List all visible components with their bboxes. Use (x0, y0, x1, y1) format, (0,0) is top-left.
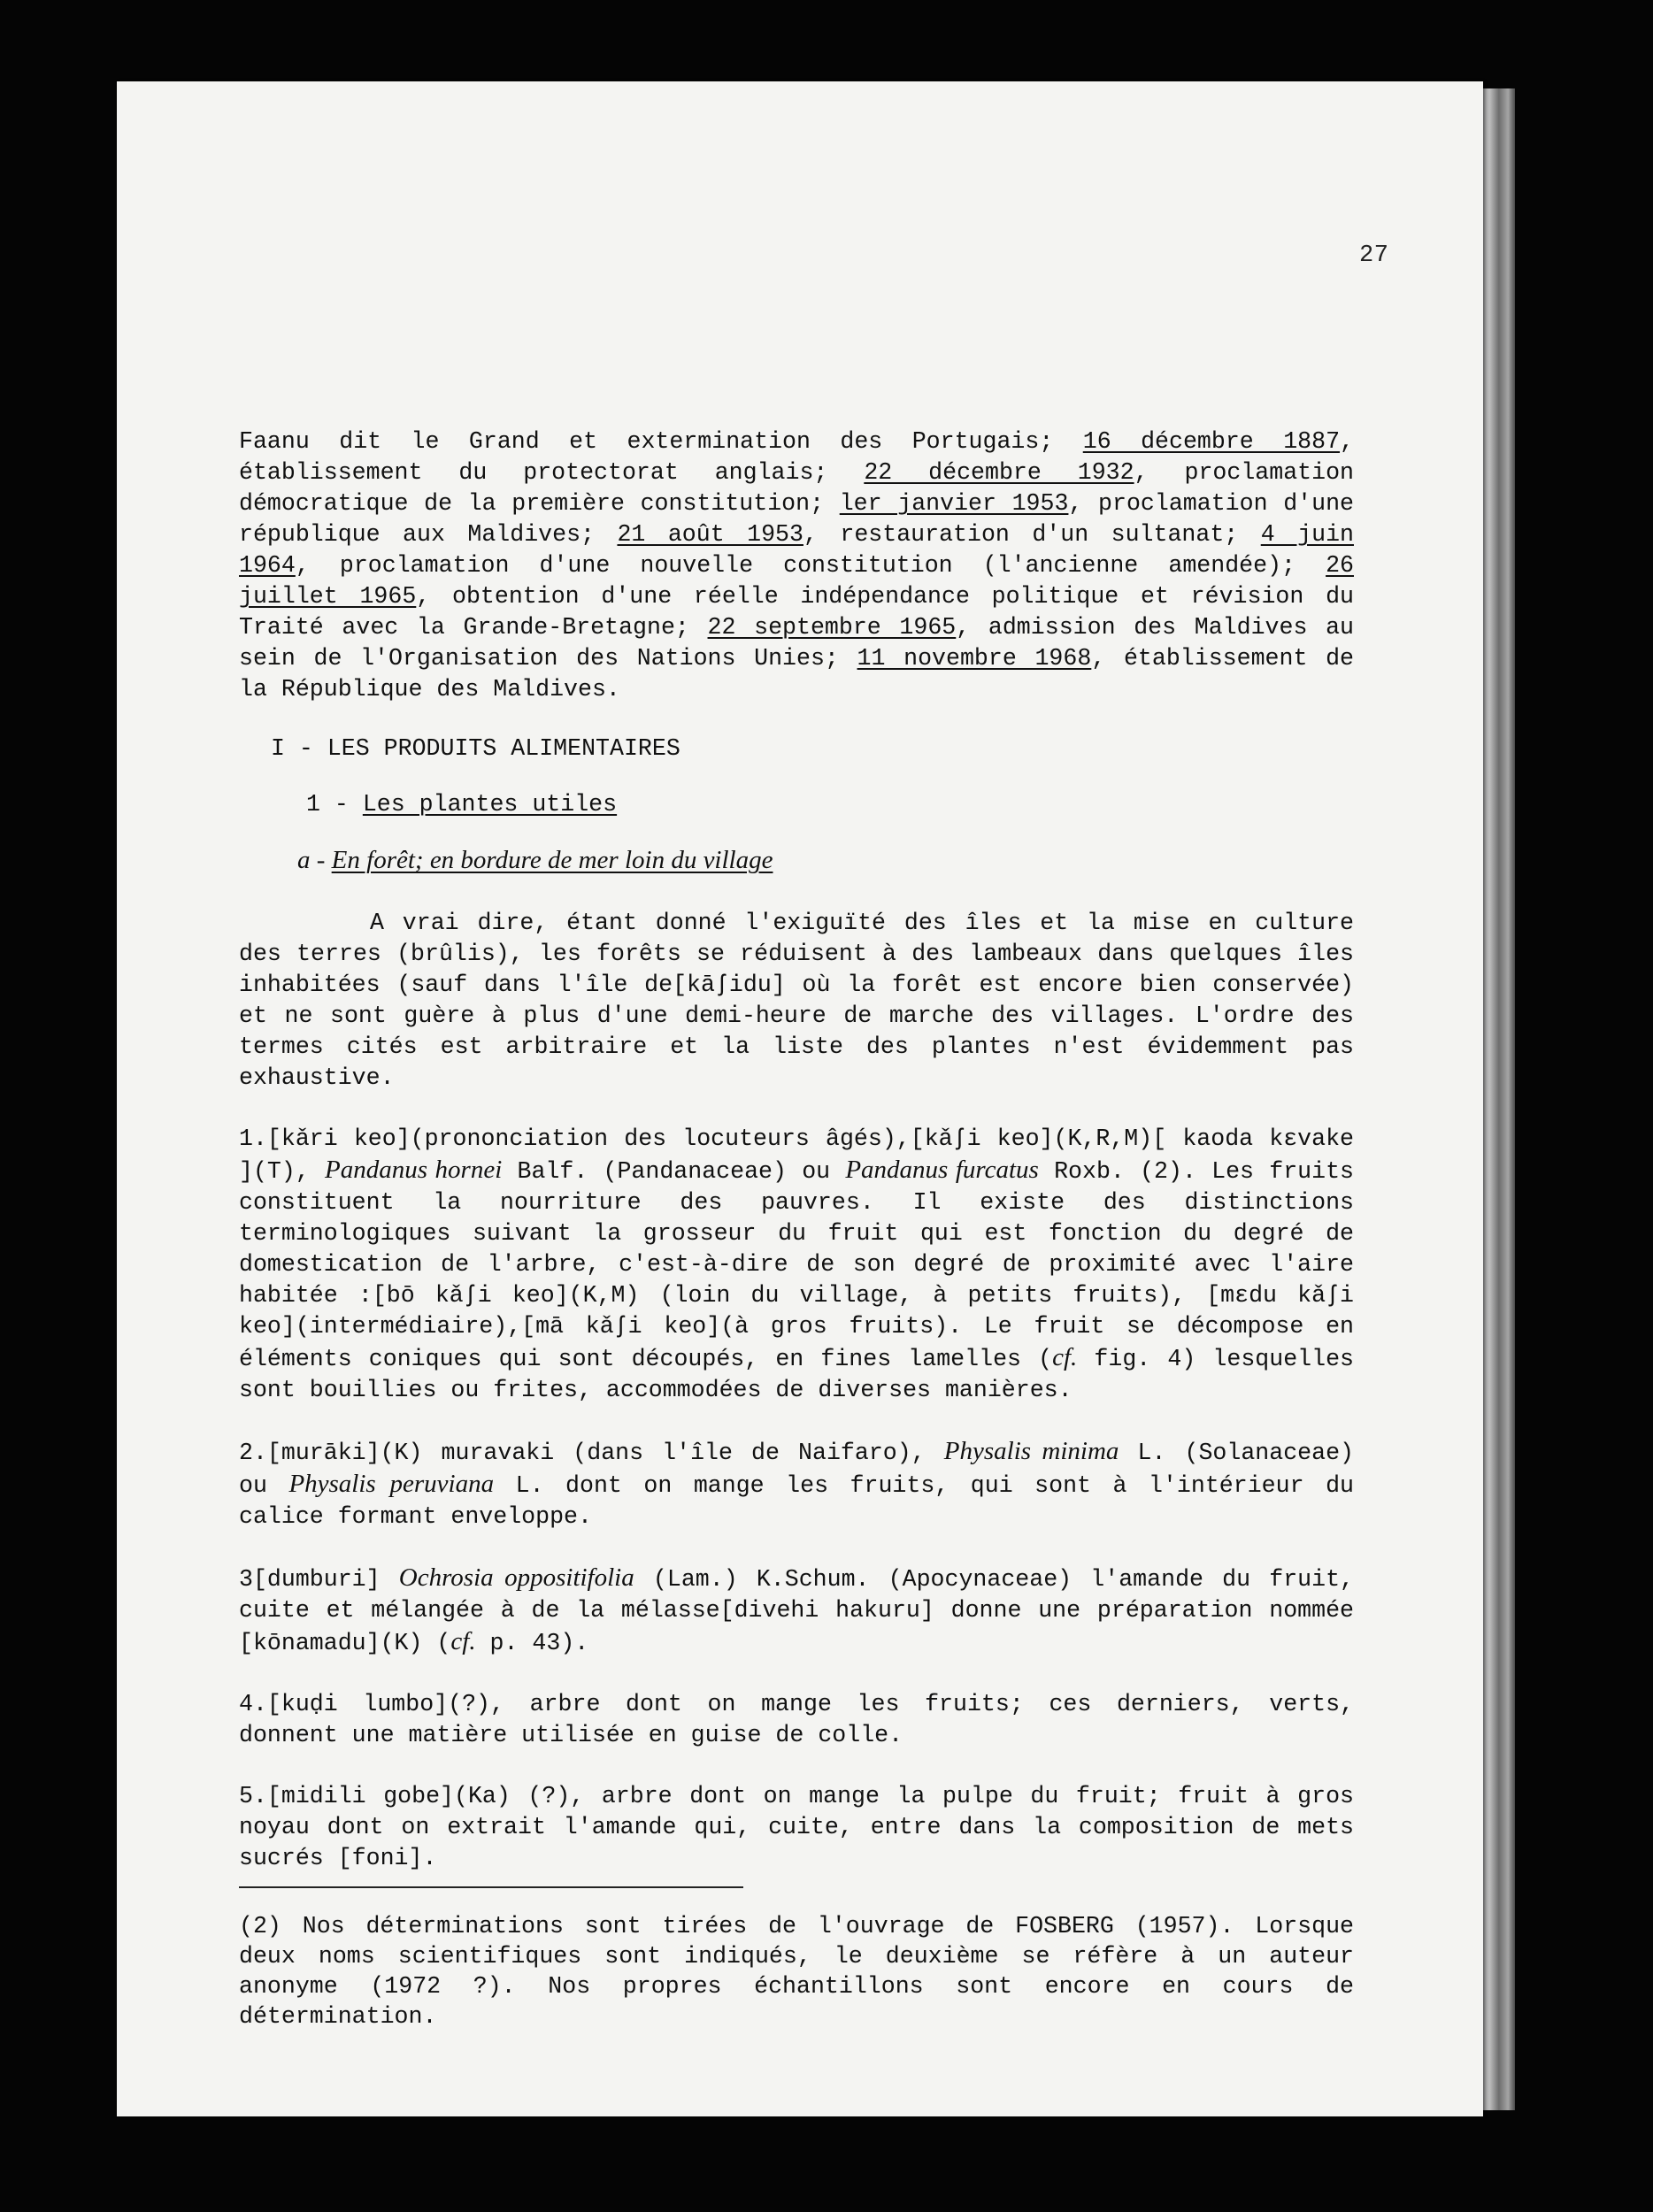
item-text: Balf. (Pandanaceae) ou (502, 1158, 846, 1185)
intro-text: , obtention d'une réelle indépendance politique et révision du Traité avec la Grande-Bretagne; (239, 583, 1354, 641)
cf-abbrev: cf. (1052, 1343, 1078, 1371)
intro-text: , proclamation d'une république aux Maldives; (239, 490, 1354, 548)
species-name: Pandanus furcatus (845, 1156, 1039, 1184)
subsection-number: 1 - (306, 791, 363, 818)
date-underlined: 26 juillet 1965 (239, 552, 1354, 610)
item-text: L. dont on mange les fruits, qui sont à l'intérieur du calice formant enveloppe. (239, 1472, 1354, 1530)
item-text: 3[dumburi] (239, 1566, 399, 1593)
sub-subsection-title: En forêt; en bordure de mer loin du village (331, 846, 773, 874)
item-text: p. 43). (475, 1630, 589, 1656)
footnote-rule (239, 1886, 743, 1888)
date-underlined: 16 décembre 1887 (1082, 428, 1341, 455)
species-name: Physalis minima (943, 1437, 1119, 1465)
date-underlined: 4 juin 1964 (239, 521, 1354, 579)
document-page (117, 81, 1483, 2116)
page-number: 27 (1359, 242, 1389, 269)
species-name: Physalis peruviana (288, 1470, 495, 1498)
cf-abbrev: cf. (450, 1627, 476, 1655)
date-underlined: 22 septembre 1965 (707, 614, 957, 641)
plant-item-4: 4.[kuḍi lumbo](?), arbre dont on mange les fruits; ces derniers, verts, donnent une matière utilisée en guise de colle. (239, 1691, 1354, 1748)
intro-text: , proclamation d'une nouvelle constitution (l'ancienne amendée); (295, 552, 1326, 579)
sub-subsection-heading (297, 845, 1354, 878)
species-name: Pandanus hornei (325, 1156, 503, 1184)
date-underlined: 22 décembre 1932 (864, 459, 1134, 486)
item-text: 1.[kǎri keo](prononciation des locuteurs âgés),[kǎʃi keo](K,R,M)[ kaoda kɛvake ](T), (239, 1125, 1354, 1185)
subsection-title: Les plantes utiles (362, 791, 618, 818)
intro-text: Faanu dit le Grand et extermination des Portugais; (239, 428, 1083, 455)
footnote: (2) Nos déterminations sont tirées de l'ouvrage de FOSBERG (1957). Lorsque deux noms scientifiques sont indiqués, le deuxième se réfère à un auteur anonyme (1972 ?). Nos propres échantillons sont encore en cours de détermination. (239, 1913, 1354, 2030)
intro-text: , établissement de la République des Maldives. (239, 645, 1354, 703)
plant-item-1 (239, 1124, 1354, 1406)
species-name: Ochrosia oppositifolia (398, 1563, 634, 1592)
intro-text: , établissement du protectorat anglais; (239, 428, 1355, 486)
date-underlined: 21 août 1953 (617, 521, 803, 548)
section-heading: I - LES PRODUITS ALIMENTAIRES (271, 735, 680, 762)
item-text: 2.[murāki](K) muravaki (dans l'île de Naifaro), (239, 1440, 944, 1466)
date-underlined: 11 novembre 1968 (857, 645, 1092, 672)
date-underlined: ler janvier 1953 (839, 490, 1069, 517)
intro-text: , admission des Maldives au sein de l'Organisation des Nations Unies; (239, 614, 1354, 672)
item-text: Roxb. (2). Les fruits constituent la nourriture des pauvres. Il existe des distinctions terminologiques suivant la grosseur du fruit qui est fonction du degré de domestication de l'arbre, c'est-à-dire de son degré de proximité avec l'aire habitée :[bō kǎʃi keo](K,M) (loin du village, à petits fruits), [mɛdu kǎʃi keo](intermédiaire),[mā kǎʃi keo](à gros fruits). Le fruit se décompose en éléments coniques qui sont découpés, en fines lamelles ( (239, 1158, 1354, 1372)
subsection-heading (306, 789, 1354, 820)
item-text: (Lam.) K.Schum. (Apocynaceae) l'amande du fruit, cuite et mélangée à de la mélasse[divehi hakuru] donne une préparation nommée [kōnamadu](K) ( (239, 1566, 1354, 1656)
plant-item-3 (239, 1563, 1354, 1659)
sub-subsection-letter: a - (297, 846, 332, 874)
body-text (239, 426, 1354, 1874)
intro-forest-paragraph: A vrai dire, étant donné l'exiguïté des îles et la mise en culture des terres (brûlis), les forêts se réduisent à des lambeaux dans quelques îles inhabitées (sauf dans l'île de[kāʃidu] où la forêt est encore bien conservée) et ne sont guère à plus d'une demi-heure de marche des villages. L'ordre des termes cités est arbitraire et la liste des plantes n'est évidemment pas exhaustive. (239, 910, 1354, 1091)
intro-text: , restauration d'un sultanat; (803, 521, 1261, 548)
intro-paragraph (239, 426, 1354, 705)
plant-item-5: 5.[midili gobe](Ka) (?), arbre dont on mange la pulpe du fruit; fruit à gros noyau dont on extrait l'amande qui, cuite, entre dans la composition de mets sucrés [foni]. (239, 1783, 1354, 1871)
item-text: fig. 4) lesquelles sont bouillies ou frites, accommodées de diverses manières. (239, 1346, 1354, 1403)
intro-text: , proclamation démocratique de la première constitution; (239, 459, 1354, 517)
plant-item-2 (239, 1436, 1354, 1532)
item-text: L. (Solanaceae) ou (239, 1440, 1355, 1499)
